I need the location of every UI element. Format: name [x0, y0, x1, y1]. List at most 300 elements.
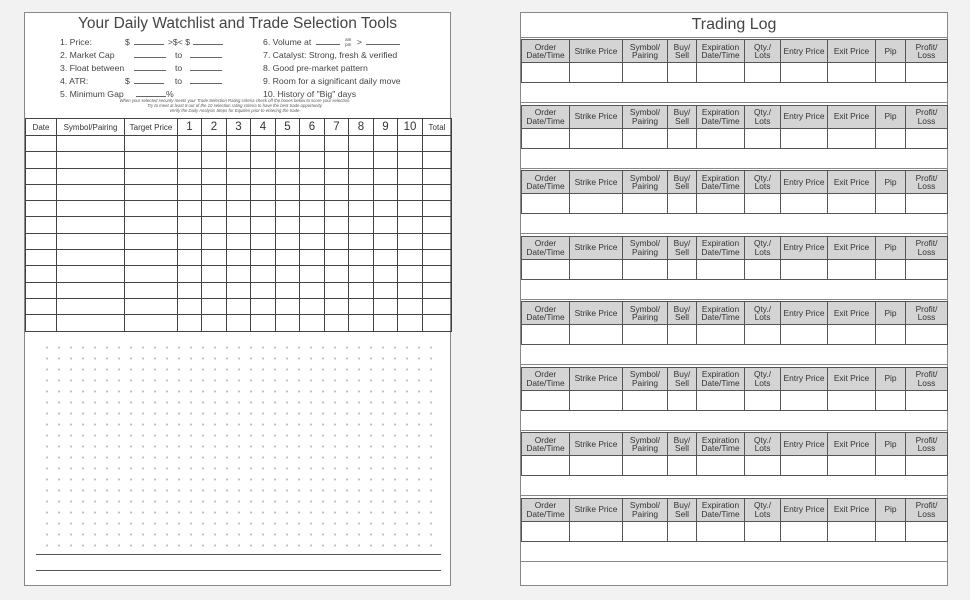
watchlist-cell[interactable]	[125, 282, 178, 298]
watchlist-cell[interactable]	[423, 184, 452, 200]
watchlist-cell[interactable]	[26, 282, 57, 298]
watchlist-cell[interactable]	[325, 250, 349, 266]
watchlist-row	[26, 168, 452, 184]
watchlist-cell[interactable]	[374, 282, 398, 298]
entry-order-datetime[interactable]	[522, 456, 570, 476]
entry-strike-price[interactable]	[570, 456, 623, 476]
entry-exit-price[interactable]	[828, 390, 876, 410]
watchlist-cell[interactable]	[57, 298, 125, 314]
watchlist-cell[interactable]	[227, 298, 251, 314]
header-profit-loss: Profit/ Loss	[906, 498, 948, 521]
watchlist-cell[interactable]	[300, 168, 325, 184]
header-buy-sell: Buy/ Sell	[668, 498, 697, 521]
watchlist-cell[interactable]	[57, 250, 125, 266]
watchlist-cell[interactable]	[349, 315, 374, 331]
entry-pip[interactable]	[876, 128, 906, 148]
entry-entry-price[interactable]	[781, 63, 828, 83]
entry-buy-sell[interactable]	[668, 259, 697, 279]
entry-exit-price[interactable]	[828, 128, 876, 148]
watchlist-cell[interactable]	[276, 152, 300, 168]
separator-line	[521, 168, 947, 169]
watchlist-cell[interactable]	[178, 217, 202, 233]
header-buy-sell: Buy/ Sell	[668, 302, 697, 325]
header-order-datetime: Order Date/Time	[522, 105, 570, 128]
entry-pip[interactable]	[876, 390, 906, 410]
watchlist-cell[interactable]	[202, 315, 227, 331]
watchlist-cell[interactable]	[227, 201, 251, 217]
entry-profit-loss[interactable]	[906, 128, 948, 148]
watchlist-cell[interactable]	[325, 136, 349, 152]
trade-entry-table	[521, 170, 948, 214]
entry-symbol-pairing[interactable]	[623, 259, 668, 279]
separator-line	[521, 561, 947, 562]
watchlist-cell[interactable]	[125, 250, 178, 266]
header-symbol-pairing: Symbol/ Pairing	[623, 40, 668, 63]
header-exit-price: Exit Price	[828, 171, 876, 194]
watchlist-cell[interactable]	[349, 136, 374, 152]
watchlist-cell[interactable]	[178, 298, 202, 314]
entry-profit-loss[interactable]	[906, 259, 948, 279]
watchlist-cell[interactable]	[374, 201, 398, 217]
watchlist-cell[interactable]	[423, 233, 452, 249]
watchlist-cell[interactable]	[423, 152, 452, 168]
entry-exit-price[interactable]	[828, 325, 876, 345]
watchlist-cell[interactable]	[276, 136, 300, 152]
watchlist-cell[interactable]	[398, 266, 423, 282]
trade-entry-row	[522, 194, 948, 214]
watchlist-cell[interactable]	[349, 168, 374, 184]
watchlist-cell[interactable]	[276, 298, 300, 314]
entry-profit-loss[interactable]	[906, 456, 948, 476]
watchlist-cell[interactable]	[57, 217, 125, 233]
watchlist-cell[interactable]	[276, 233, 300, 249]
watchlist-row	[26, 184, 452, 200]
trade-header-row	[522, 302, 948, 325]
watchlist-cell[interactable]	[300, 184, 325, 200]
watchlist-cell[interactable]	[227, 217, 251, 233]
watchlist-cell[interactable]	[178, 250, 202, 266]
watchlist-cell[interactable]	[125, 184, 178, 200]
watchlist-cell[interactable]	[178, 233, 202, 249]
entry-buy-sell[interactable]	[668, 194, 697, 214]
watchlist-cell[interactable]	[374, 136, 398, 152]
watchlist-cell[interactable]	[325, 282, 349, 298]
entry-buy-sell[interactable]	[668, 63, 697, 83]
watchlist-cell[interactable]	[398, 250, 423, 266]
entry-buy-sell[interactable]	[668, 456, 697, 476]
entry-symbol-pairing[interactable]	[623, 456, 668, 476]
watchlist-cell[interactable]	[202, 266, 227, 282]
trade-header-row	[522, 367, 948, 390]
watchlist-cell[interactable]	[300, 266, 325, 282]
header-criterion-1: 1	[178, 119, 202, 136]
entry-entry-price[interactable]	[781, 390, 828, 410]
watchlist-cell[interactable]	[202, 136, 227, 152]
watchlist-cell[interactable]	[276, 184, 300, 200]
watchlist-cell[interactable]	[178, 201, 202, 217]
watchlist-cell[interactable]	[251, 152, 276, 168]
watchlist-cell[interactable]	[125, 217, 178, 233]
entry-pip[interactable]	[876, 259, 906, 279]
entry-qty-lots[interactable]	[745, 456, 781, 476]
entry-symbol-pairing[interactable]	[623, 521, 668, 541]
entry-buy-sell[interactable]	[668, 521, 697, 541]
entry-exit-price[interactable]	[828, 63, 876, 83]
entry-qty-lots[interactable]	[745, 194, 781, 214]
watchlist-cell[interactable]	[202, 250, 227, 266]
watchlist-cell[interactable]	[398, 168, 423, 184]
entry-strike-price[interactable]	[570, 63, 623, 83]
watchlist-cell[interactable]	[125, 201, 178, 217]
header-strike-price: Strike Price	[570, 433, 623, 456]
watchlist-cell[interactable]	[251, 184, 276, 200]
header-qty-lots: Qty./ Lots	[745, 236, 781, 259]
entry-profit-loss[interactable]	[906, 194, 948, 214]
watchlist-cell[interactable]	[423, 298, 452, 314]
watchlist-cell[interactable]	[251, 201, 276, 217]
watchlist-cell[interactable]	[349, 266, 374, 282]
header-symbol-pairing: Symbol/ Pairing	[623, 433, 668, 456]
entry-symbol-pairing[interactable]	[623, 128, 668, 148]
entry-symbol-pairing[interactable]	[623, 194, 668, 214]
entry-qty-lots[interactable]	[745, 325, 781, 345]
watchlist-cell[interactable]	[125, 152, 178, 168]
watchlist-cell[interactable]	[349, 201, 374, 217]
entry-expiration-datetime[interactable]	[697, 128, 745, 148]
entry-strike-price[interactable]	[570, 259, 623, 279]
watchlist-cell[interactable]	[125, 298, 178, 314]
watchlist-cell[interactable]	[423, 168, 452, 184]
header-exit-price: Exit Price	[828, 236, 876, 259]
entry-profit-loss[interactable]	[906, 390, 948, 410]
watchlist-cell[interactable]	[57, 184, 125, 200]
watchlist-cell[interactable]	[251, 298, 276, 314]
entry-qty-lots[interactable]	[745, 390, 781, 410]
watchlist-cell[interactable]	[398, 184, 423, 200]
watchlist-cell[interactable]	[26, 250, 57, 266]
separator-line	[521, 495, 947, 496]
entry-expiration-datetime[interactable]	[697, 390, 745, 410]
entry-profit-loss[interactable]	[906, 325, 948, 345]
watchlist-cell[interactable]	[125, 315, 178, 331]
header-exit-price: Exit Price	[828, 302, 876, 325]
watchlist-title: Your Daily Watchlist and Trade Selection Tools	[77, 15, 398, 32]
watchlist-cell[interactable]	[227, 136, 251, 152]
header-entry-price: Entry Price	[781, 40, 828, 63]
watchlist-cell[interactable]	[300, 201, 325, 217]
watchlist-cell[interactable]	[325, 184, 349, 200]
watchlist-cell[interactable]	[374, 184, 398, 200]
watchlist-cell[interactable]	[276, 250, 300, 266]
watchlist-cell[interactable]	[423, 201, 452, 217]
watchlist-cell[interactable]	[349, 298, 374, 314]
entry-entry-price[interactable]	[781, 521, 828, 541]
header-strike-price: Strike Price	[570, 302, 623, 325]
watchlist-cell[interactable]	[202, 201, 227, 217]
header-entry-price: Entry Price	[781, 433, 828, 456]
watchlist-cell[interactable]	[398, 298, 423, 314]
entry-pip[interactable]	[876, 521, 906, 541]
header-criterion-9: 9	[374, 119, 398, 136]
entry-exit-price[interactable]	[828, 259, 876, 279]
watchlist-cell[interactable]	[251, 217, 276, 233]
entry-exit-price[interactable]	[828, 194, 876, 214]
watchlist-cell[interactable]	[57, 201, 125, 217]
watchlist-cell[interactable]	[325, 315, 349, 331]
header-criterion-6: 6	[300, 119, 325, 136]
watchlist-cell[interactable]	[57, 233, 125, 249]
header-total: Total	[423, 119, 452, 136]
watchlist-cell[interactable]	[423, 217, 452, 233]
watchlist-cell[interactable]	[374, 266, 398, 282]
watchlist-cell[interactable]	[398, 233, 423, 249]
entry-buy-sell[interactable]	[668, 390, 697, 410]
entry-order-datetime[interactable]	[522, 194, 570, 214]
entry-expiration-datetime[interactable]	[697, 521, 745, 541]
entry-order-datetime[interactable]	[522, 259, 570, 279]
watchlist-cell[interactable]	[57, 266, 125, 282]
header-pip: Pip	[876, 40, 906, 63]
watchlist-cell[interactable]	[251, 315, 276, 331]
watchlist-cell[interactable]	[251, 282, 276, 298]
watchlist-cell[interactable]	[26, 201, 57, 217]
watchlist-cell[interactable]	[26, 266, 57, 282]
entry-qty-lots[interactable]	[745, 521, 781, 541]
header-qty-lots: Qty./ Lots	[745, 433, 781, 456]
entry-expiration-datetime[interactable]	[697, 259, 745, 279]
watchlist-cell[interactable]	[276, 168, 300, 184]
watchlist-cell[interactable]	[276, 315, 300, 331]
watchlist-cell[interactable]	[202, 184, 227, 200]
watchlist-cell[interactable]	[26, 315, 57, 331]
watchlist-cell[interactable]	[227, 168, 251, 184]
entry-expiration-datetime[interactable]	[697, 63, 745, 83]
watchlist-cell[interactable]	[276, 217, 300, 233]
entry-entry-price[interactable]	[781, 456, 828, 476]
header-target-price: Target Price	[125, 119, 178, 136]
watchlist-cell[interactable]	[26, 136, 57, 152]
watchlist-cell[interactable]	[349, 152, 374, 168]
entry-entry-price[interactable]	[781, 325, 828, 345]
watchlist-cell[interactable]	[398, 217, 423, 233]
watchlist-cell[interactable]	[227, 250, 251, 266]
watchlist-cell[interactable]	[251, 233, 276, 249]
watchlist-cell[interactable]	[423, 136, 452, 152]
watchlist-cell[interactable]	[178, 266, 202, 282]
watchlist-cell[interactable]	[423, 282, 452, 298]
entry-exit-price[interactable]	[828, 521, 876, 541]
entry-entry-price[interactable]	[781, 259, 828, 279]
watchlist-row	[26, 201, 452, 217]
watchlist-cell[interactable]	[423, 266, 452, 282]
entry-order-datetime[interactable]	[522, 63, 570, 83]
watchlist-cell[interactable]	[26, 184, 57, 200]
header-entry-price: Entry Price	[781, 171, 828, 194]
watchlist-cell[interactable]	[202, 168, 227, 184]
watchlist-cell[interactable]	[423, 250, 452, 266]
entry-profit-loss[interactable]	[906, 63, 948, 83]
entry-strike-price[interactable]	[570, 390, 623, 410]
trade-header-row	[522, 236, 948, 259]
watchlist-cell[interactable]	[227, 266, 251, 282]
entry-order-datetime[interactable]	[522, 325, 570, 345]
header-entry-price: Entry Price	[781, 236, 828, 259]
entry-pip[interactable]	[876, 325, 906, 345]
entry-profit-loss[interactable]	[906, 521, 948, 541]
watchlist-cell[interactable]	[125, 168, 178, 184]
watchlist-cell[interactable]	[26, 168, 57, 184]
watchlist-cell[interactable]	[374, 152, 398, 168]
watchlist-cell[interactable]	[325, 298, 349, 314]
watchlist-cell[interactable]	[125, 136, 178, 152]
header-criterion-10: 10	[398, 119, 423, 136]
watchlist-cell[interactable]	[423, 315, 452, 331]
watchlist-cell[interactable]	[202, 233, 227, 249]
watchlist-cell[interactable]	[57, 282, 125, 298]
watchlist-cell[interactable]	[251, 168, 276, 184]
entry-pip[interactable]	[876, 456, 906, 476]
watchlist-cell[interactable]	[178, 315, 202, 331]
entry-order-datetime[interactable]	[522, 521, 570, 541]
watchlist-cell[interactable]	[325, 168, 349, 184]
title-rule	[521, 37, 947, 38]
entry-qty-lots[interactable]	[745, 128, 781, 148]
watchlist-cell[interactable]	[251, 136, 276, 152]
watchlist-cell[interactable]	[374, 168, 398, 184]
header-entry-price: Entry Price	[781, 367, 828, 390]
watchlist-cell[interactable]	[178, 152, 202, 168]
entry-qty-lots[interactable]	[745, 259, 781, 279]
watchlist-row	[26, 233, 452, 249]
trade-entry-row	[522, 456, 948, 476]
entry-pip[interactable]	[876, 194, 906, 214]
watchlist-cell[interactable]	[227, 152, 251, 168]
entry-strike-price[interactable]	[570, 521, 623, 541]
watchlist-cell[interactable]	[125, 266, 178, 282]
watchlist-cell[interactable]	[374, 217, 398, 233]
watchlist-cell[interactable]	[374, 233, 398, 249]
watchlist-cell[interactable]	[26, 152, 57, 168]
entry-entry-price[interactable]	[781, 128, 828, 148]
trade-entry-row	[522, 521, 948, 541]
watchlist-cell[interactable]	[300, 136, 325, 152]
watchlist-cell[interactable]	[349, 233, 374, 249]
watchlist-cell[interactable]	[349, 217, 374, 233]
entry-buy-sell[interactable]	[668, 325, 697, 345]
watchlist-cell[interactable]	[26, 217, 57, 233]
watchlist-cell[interactable]	[374, 250, 398, 266]
entry-exit-price[interactable]	[828, 456, 876, 476]
watchlist-cell[interactable]	[251, 266, 276, 282]
watchlist-cell[interactable]	[300, 233, 325, 249]
entry-strike-price[interactable]	[570, 325, 623, 345]
entry-qty-lots[interactable]	[745, 63, 781, 83]
watchlist-cell[interactable]	[26, 233, 57, 249]
entry-strike-price[interactable]	[570, 194, 623, 214]
watchlist-cell[interactable]	[178, 168, 202, 184]
watchlist-cell[interactable]	[398, 282, 423, 298]
separator-line	[521, 102, 947, 103]
watchlist-cell[interactable]	[276, 266, 300, 282]
entry-strike-price[interactable]	[570, 128, 623, 148]
header-buy-sell: Buy/ Sell	[668, 40, 697, 63]
watchlist-cell[interactable]	[325, 152, 349, 168]
watchlist-cell[interactable]	[57, 152, 125, 168]
watchlist-cell[interactable]	[57, 168, 125, 184]
watchlist-cell[interactable]	[398, 152, 423, 168]
watchlist-cell[interactable]	[276, 201, 300, 217]
watchlist-cell[interactable]	[202, 282, 227, 298]
watchlist-cell[interactable]	[300, 298, 325, 314]
header-pip: Pip	[876, 171, 906, 194]
watchlist-cell[interactable]	[349, 184, 374, 200]
entry-order-datetime[interactable]	[522, 390, 570, 410]
header-entry-price: Entry Price	[781, 498, 828, 521]
watchlist-cell[interactable]	[125, 233, 178, 249]
header-strike-price: Strike Price	[570, 498, 623, 521]
watchlist-cell[interactable]	[300, 282, 325, 298]
header-profit-loss: Profit/ Loss	[906, 236, 948, 259]
watchlist-cell[interactable]	[374, 315, 398, 331]
watchlist-cell[interactable]	[276, 282, 300, 298]
watchlist-cell[interactable]	[202, 298, 227, 314]
watchlist-cell[interactable]	[398, 136, 423, 152]
watchlist-cell[interactable]	[300, 315, 325, 331]
entry-entry-price[interactable]	[781, 194, 828, 214]
entry-expiration-datetime[interactable]	[697, 194, 745, 214]
watchlist-cell[interactable]	[325, 233, 349, 249]
watchlist-cell[interactable]	[227, 315, 251, 331]
watchlist-cell[interactable]	[398, 201, 423, 217]
watchlist-cell[interactable]	[300, 152, 325, 168]
trade-entry-row	[522, 259, 948, 279]
watchlist-cell[interactable]	[26, 298, 57, 314]
watchlist-cell[interactable]	[227, 233, 251, 249]
watchlist-cell[interactable]	[300, 217, 325, 233]
entry-expiration-datetime[interactable]	[697, 325, 745, 345]
watchlist-cell[interactable]	[300, 250, 325, 266]
watchlist-cell[interactable]	[349, 282, 374, 298]
trading-log-page	[520, 12, 948, 586]
header-qty-lots: Qty./ Lots	[745, 302, 781, 325]
entry-order-datetime[interactable]	[522, 128, 570, 148]
watchlist-cell[interactable]	[57, 315, 125, 331]
watchlist-cell[interactable]	[325, 266, 349, 282]
watchlist-cell[interactable]	[178, 136, 202, 152]
entry-symbol-pairing[interactable]	[623, 325, 668, 345]
watchlist-cell[interactable]	[227, 282, 251, 298]
entry-expiration-datetime[interactable]	[697, 456, 745, 476]
entry-symbol-pairing[interactable]	[623, 390, 668, 410]
watchlist-cell[interactable]	[178, 282, 202, 298]
watchlist-cell[interactable]	[374, 298, 398, 314]
watchlist-cell[interactable]	[398, 315, 423, 331]
watchlist-cell[interactable]	[325, 201, 349, 217]
entry-buy-sell[interactable]	[668, 128, 697, 148]
watchlist-cell[interactable]	[202, 152, 227, 168]
separator-line	[521, 233, 947, 234]
watchlist-cell[interactable]	[227, 184, 251, 200]
entry-pip[interactable]	[876, 63, 906, 83]
watchlist-cell[interactable]	[325, 217, 349, 233]
watchlist-cell[interactable]	[349, 250, 374, 266]
watchlist-cell[interactable]	[202, 217, 227, 233]
watchlist-cell[interactable]	[178, 184, 202, 200]
entry-symbol-pairing[interactable]	[623, 63, 668, 83]
watchlist-cell[interactable]	[251, 250, 276, 266]
watchlist-cell[interactable]	[57, 136, 125, 152]
trade-entry-table	[521, 105, 948, 149]
